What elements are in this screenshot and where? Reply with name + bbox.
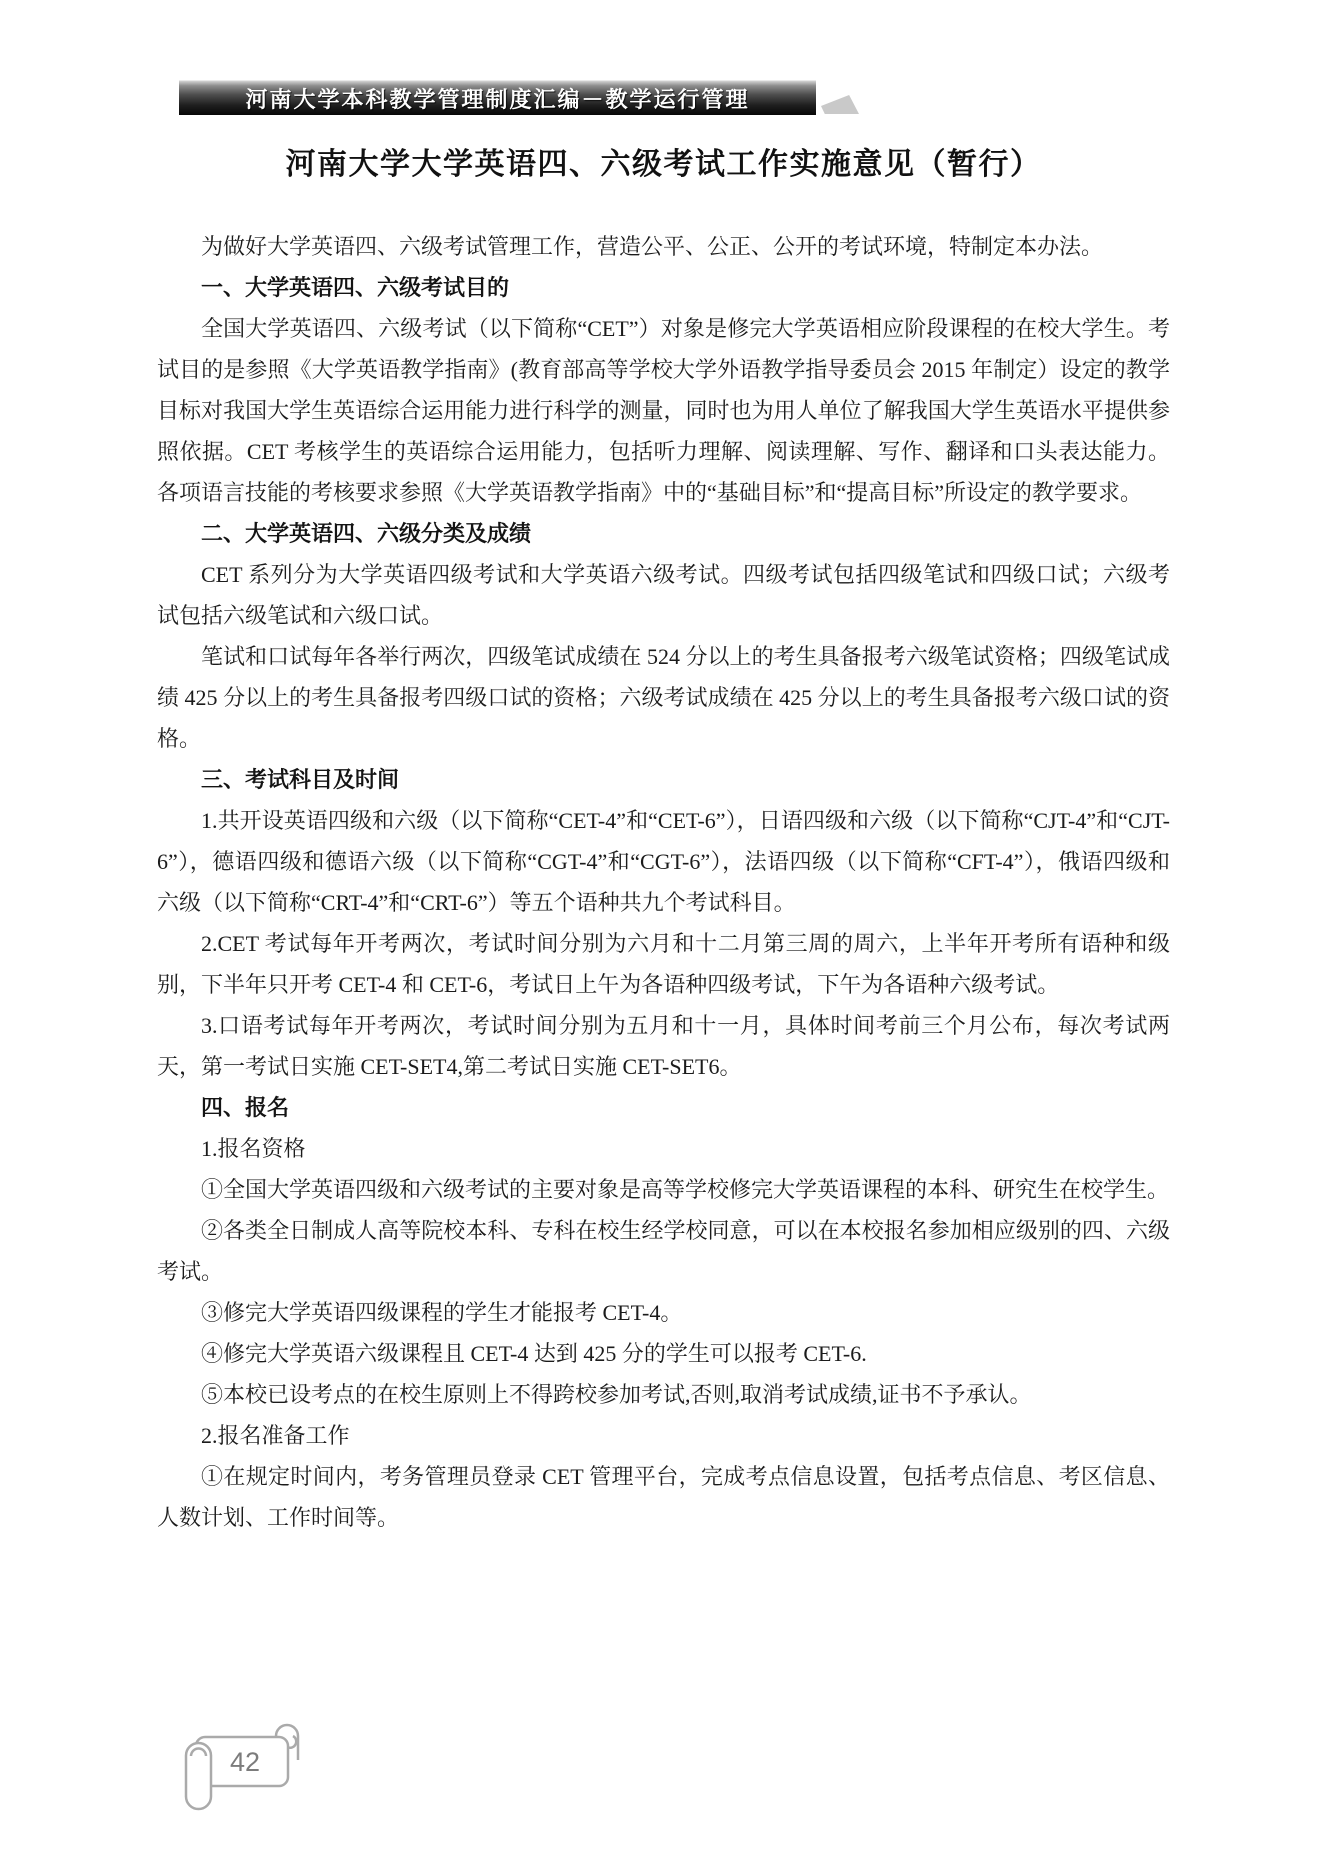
scroll-page-icon bbox=[183, 1722, 313, 1817]
paragraph: ③修完大学英语四级课程的学生才能报考 CET-4。 bbox=[201, 1300, 683, 1325]
paragraph: ②各类全日制成人高等院校本科、专科在校生经学校同意，可以在本校报名参加相应级别的四、六级考试。 bbox=[157, 1218, 1170, 1284]
paragraph: CET 系列分为大学英语四级考试和大学英语六级考试。四级考试包括四级笔试和四级口试；六级考试包括六级笔试和六级口试。 bbox=[157, 562, 1170, 628]
paragraph: 1.报名资格 bbox=[201, 1136, 306, 1161]
paragraph: 笔试和口试每年各举行两次，四级笔试成绩在 524 分以上的考生具备报考六级笔试资格；四级笔试成绩 425 分以上的考生具备报考四级口试的资格；六级考试成绩在 425 分以上的考生具备报考六级口试的资格。 bbox=[157, 644, 1170, 751]
banner-arrow-icon bbox=[821, 95, 859, 114]
header-banner bbox=[179, 80, 816, 115]
paragraph: ④修完大学英语六级课程且 CET-4 达到 425 分的学生可以报考 CET-6. bbox=[201, 1341, 867, 1366]
section-heading: 三、考试科目及时间 bbox=[201, 767, 400, 792]
paragraph: 2.CET 考试每年开考两次，考试时间分别为六月和十二月第三周的周六，上半年开考所有语种和级别，下半年只开考 CET-4 和 CET-6，考试日上午为各语种四级考试，下午为各语种六级考试。 bbox=[157, 931, 1170, 997]
page-number: 42 bbox=[229, 1747, 261, 1777]
paragraph: ①在规定时间内，考务管理员登录 CET 管理平台，完成考点信息设置，包括考点信息、考区信息、人数计划、工作时间等。 bbox=[157, 1464, 1170, 1530]
section-heading: 二、大学英语四、六级分类及成绩 bbox=[201, 521, 532, 546]
paragraph: 全国大学英语四、六级考试（以下简称“CET”）对象是修完大学英语相应阶段课程的在校大学生。考试目的是参照《大学英语教学指南》(教育部高等学校大学外语教学指导委员会 2015 年制定）设定的教学目标对我国大学生英语综合运用能力进行科学的测量，同时也为用人单位了解我国大学生英语水平提供参照依据。CET 考核学生的英语综合运用能力，包括听力理解、阅读理解、写作、翻译和口头表达能力。各项语言技能的考核要求参照《大学英语教学指南》中的“基础目标”和“提高目标”所设定的教学要求。 bbox=[157, 316, 1170, 505]
section-heading: 一、大学英语四、六级考试目的 bbox=[201, 275, 510, 300]
paragraph: 为做好大学英语四、六级考试管理工作，营造公平、公正、公开的考试环境，特制定本办法。 bbox=[201, 234, 1104, 259]
paragraph: 3.口语考试每年开考两次，考试时间分别为五月和十一月，具体时间考前三个月公布，每次考试两天，第一考试日实施 CET-SET4,第二考试日实施 CET-SET6。 bbox=[157, 1013, 1170, 1079]
paragraph: 1.共开设英语四级和六级（以下简称“CET-4”和“CET-6”），日语四级和六级（以下简称“CJT-4”和“CJT-6”），德语四级和德语六级（以下简称“CGT-4”和“CGT-6”），法语四级（以下简称“CFT-4”），俄语四级和六级（以下简称“CRT-4”和“CRT-6”）等五个语种共九个考试科目。 bbox=[157, 808, 1170, 915]
paragraph: ⑤本校已设考点的在校生原则上不得跨校参加考试,否则,取消考试成绩,证书不予承认。 bbox=[201, 1382, 1032, 1407]
paragraph: ①全国大学英语四级和六级考试的主要对象是高等学校修完大学英语课程的本科、研究生在校学生。 bbox=[201, 1177, 1170, 1202]
document-body bbox=[157, 226, 1170, 1538]
page-title: 河南大学大学英语四、六级考试工作实施意见（暂行） bbox=[285, 148, 1042, 181]
section-heading: 四、报名 bbox=[201, 1095, 290, 1120]
paragraph: 2.报名准备工作 bbox=[201, 1423, 350, 1448]
header-banner-text: 河南大学本科教学管理制度汇编－教学运行管理 bbox=[245, 86, 750, 112]
